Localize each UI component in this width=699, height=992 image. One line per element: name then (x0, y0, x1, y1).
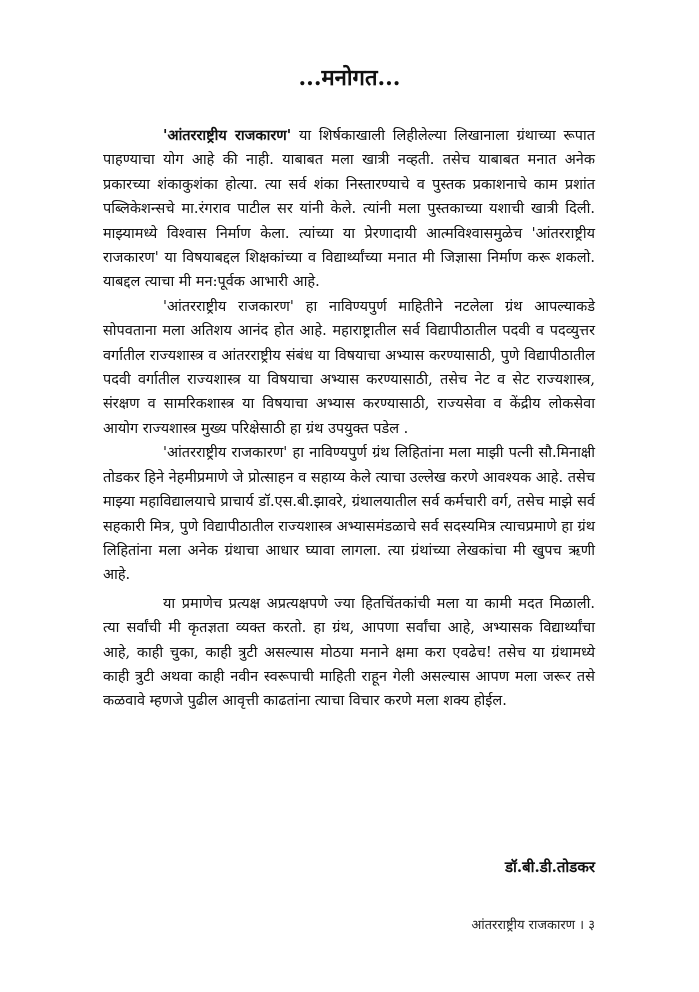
paragraph-1-text: या शिर्षकाखाली लिहीलेल्या लिखानाला ग्रंथाच्या रूपात पाहण्याचा योग आहे की नाही. याबाबत मला खात्री नव्हती. तसेच याबाबत मनात अनेक प्रकारच्या शंकाकुशंका होत्या. त्या सर्व शंका निस्तारण्याचे व पुस्तक प्रकाशनाचे काम प्रशांत पब्लिकेशन्सचे मा.रंगराव पाटील सर यांनी केले. त्यांनी मला पुस्तकाच्या यशाची खात्री दिली. माझ्यामध्ये विश्वास निर्माण केला. त्यांच्या या प्रेरणादायी आत्मविश्वासमुळेच 'आंतरराष्ट्रीय राजकारण' या विषयाबद्दल शिक्षकांच्या व विद्यार्थ्यांच्या मनात मी जिज्ञासा निर्माण करू शकलो. याबद्दल त्याचा मी मन:पूर्वक आभारी आहे. (103, 128, 596, 291)
paragraph-4: या प्रमाणेच प्रत्यक्ष अप्रत्यक्षपणे ज्या हितचिंतकांची मला या कामी मदत मिळाली. त्या सर्वांची मी कृतज्ञता व्यक्त करतो. हा ग्रंथ, आपणा सर्वांचा आहे, अभ्यासक विद्यार्थ्यांचा आहे, काही चुका, काही त्रुटी असल्यास मोठया मनाने क्षमा करा एवढेच! तसेच या ग्रंथामध्ये काही त्रुटी अथवा काही नवीन स्वरूपाची माहिती राहून गेली असल्यास आपण मला जरूर तसे कळवावे म्हणजे पुढील आवृत्ती काढतांना त्याचा विचार करणे मला शक्य होईल. (103, 595, 595, 710)
paragraph-1 (103, 124, 595, 295)
page-footer: आंतरराष्ट्रीय राजकारण । ३ (471, 918, 595, 933)
book-title-emphasis: 'आंतरराष्ट्रीय राजकारण' (163, 127, 292, 144)
paragraph-3: 'आंतरराष्ट्रीय राजकारण' हा नाविण्यपुर्ण ग्रंथ लिहितांना मला माझी पत्नी सौ.मिनाक्षी तोडकर हिने नेहमीप्रमाणे जे प्रोत्साहन व सहाय्य केले त्याचा उल्लेख करणे आवश्यक आहे. तसेच माझ्या महाविद्यालयाचे प्राचार्य डॉ.एस.बी.झावरे, ग्रंथालयातील सर्व कर्मचारी वर्ग, तसेच माझे सर्व सहकारी मित्र, पुणे विद्यापीठातील राज्यशास्त्र अभ्यासमंडळाचे सर्व सदस्यमित्र त्याचप्रमाणे हा ग्रंथ लिहितांना मला अनेक ग्रंथाचा आधार घ्यावा लागला. त्या ग्रंथांच्या लेखकांचा मी खुपच ऋणी आहे. (103, 445, 595, 584)
page-title: ...मनोगत... (298, 65, 401, 91)
paragraph-2: 'आंतरराष्ट्रीय राजकारण' हा नाविण्यपुर्ण माहितीने नटलेला ग्रंथ आपल्याकडे सोपवताना मला अतिशय आनंद होत आहे. महाराष्ट्रातील सर्व विद्यापीठातील पदवी व पदव्युत्तर वर्गातील राज्यशास्त्र व आंतरराष्ट्रीय संबंध या विषयाचा अभ्यास करण्यासाठी, पुणे विद्यापीठातील पदवी वर्गातील राज्यशास्त्र या विषयाचा अभ्यास करण्यासाठी, तसेच नेट व सेट राज्यशास्त्र, संरक्षण व सामरिकशास्त्र या विषयाचा अभ्यास करण्यासाठी, राज्यसेवा व केंद्रीय लोकसेवा आयोग राज्यशास्त्र मुख्य परिक्षेसाठी हा ग्रंथ उपयुक्त पडेल . (103, 298, 595, 437)
author-signature: डॉ.बी.डी.तोडकर (504, 858, 595, 876)
preface-body (103, 124, 595, 714)
